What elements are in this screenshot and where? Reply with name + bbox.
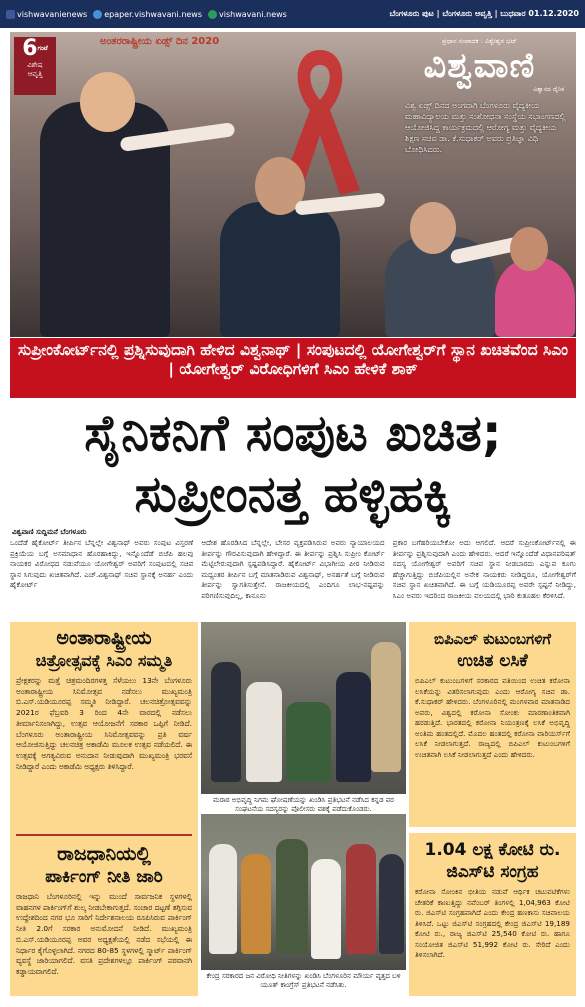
story-title: ಅಂತಾರಾಷ್ಟ್ರೀಯ	[56, 627, 152, 649]
epaper-link[interactable]	[93, 10, 202, 19]
left-news-box	[10, 622, 198, 996]
story-title: ಜಿಎಸ್‌ಟಿ ಸಂಗ್ರಹ	[446, 862, 539, 882]
globe-icon	[93, 10, 102, 19]
site-link[interactable]	[208, 10, 287, 19]
story-title: ಉಚಿತ ಲಸಿಕೆ	[457, 651, 528, 671]
story-body: ಕರೋನಾ ಸೋಂಕಿನ ಭೀತಿಯ ನಡುವೆ ಆರ್ಥಿಕ ಚಟುವಟಿಕೆಗಳು ಚೇತರಿಕೆ ಕಾಣುತ್ತಿದ್ದು ನವೆಂಬರ್ ತಿಂಗಳಲ್ಲಿ 1,04,963 ಕೋಟಿ ರು. ಜಿಎಸ್‌ಟಿ ಸಂಗ್ರಹವಾಗಿದೆ ಎಂದು ಕೇಂದ್ರ ಹಣಕಾಸು ಸಚಿವಾಲಯ ತಿಳಿಸಿದೆ. ಒಟ್ಟು ಜಿಎಸ್‌ಟಿ ಸಂಗ್ರಹದಲ್ಲಿ ಕೇಂದ್ರ ಜಿಎಸ್‌ಟಿ 19,189 ಕೋಟಿ ರು., ರಾಜ್ಯ ಜಿಎಸ್‌ಟಿ 25,540 ಕೋಟಿ ರು. ಹಾಗೂ ಸಂಯೋಜಿತ ಜಿಎಸ್‌ಟಿ 51,992 ಕೋಟಿ ರು. ಸೇರಿದೆ ಎಂದು ತಿಳಿಸಲಾಗಿದೆ.	[415, 887, 570, 959]
official-figure	[220, 202, 340, 337]
tagline: ವಿಶ್ವಾಸದ ದೈನಿಕ	[533, 86, 564, 93]
rally-photo	[201, 814, 406, 970]
story-body: ಬಿಪಿಎಲ್ ಕುಟುಂಬಗಳಿಗೆ ಸರಕಾರದ ವತಿಯಿಂದ ಉಚಿತ ಕರೋನಾ ಲಸಿಕೆಯನ್ನು ವಿತರಿಸಲಾಗುವುದು ಎಂದು ಆರೋಗ್ಯ ಸಚಿವ ಡಾ. ಕೆ.ಸುಧಾಕರ್ ಹೇಳಿದರು. ಬೆಂಗಳೂರಿನಲ್ಲಿ ಮಂಗಳವಾರ ಮಾತನಾಡಿದ ಅವರು, ವಿಶ್ವದಲ್ಲಿ ಕರೋನಾ ಸೋಂಕು ಮಾರಣಾಂತಿಕವಾಗಿ ಹರಡುತ್ತಿದೆ. ಭಾರತದಲ್ಲಿ ಕರೋನಾ ನಿಯಂತ್ರಣಕ್ಕೆ ಲಸಿಕೆ ಅಭಿವೃದ್ಧಿ ಅಂತಿಮ ಹಂತದಲ್ಲಿದೆ. ಮೊದಲ ಹಂತದಲ್ಲಿ ಕರೋನಾ ವಾರಿಯರ್ಸ್‌ಗೆ ಲಸಿಕೆ ನೀಡಲಾಗುತ್ತದೆ. ರಾಜ್ಯದಲ್ಲಿ ಬಿಪಿಎಲ್ ಕುಟುಂಬಗಳಿಗೆ ಉಚಿತವಾಗಿ ಲಸಿಕೆ ನೀಡಲಾಗುತ್ತದೆ ಎಂದು ಹೇಳಿದರು.	[415, 676, 570, 759]
facebook-link[interactable]	[6, 10, 87, 19]
edition-info: ಬೆಂಗಳೂರು ಪುಟ | ಬೆಂಗಳೂರು ಆವೃತ್ತಿ | ಬುಧವಾರ 01.12.2020	[389, 9, 579, 18]
story-title: ರಾಜಧಾನಿಯಲ್ಲಿ	[57, 843, 151, 865]
hero-caption: ವಿಶ್ವ ಏಡ್ಸ್ ದಿನದ ಅಂಗವಾಗಿ ಬೆಂಗಳೂರು ವೈದ್ಯಕೀಯ ಮಹಾವಿದ್ಯಾಲಯ ಮತ್ತು ಸಂಶೋಧನಾ ಸಂಸ್ಥೆಯ ಸಭಾಂಗಣದಲ್ಲಿ ಆಯೋಜಿಸಿದ್ದ ಕಾರ್ಯಕ್ರಮದಲ್ಲಿ ಆರೋಗ್ಯ ಮತ್ತು ವೈದ್ಯಕೀಯ ಶಿಕ್ಷಣ ಸಚಿವ ಡಾ. ಕೆ.ಸುಧಾಕರ್ ಅವರು ಪ್ರತಿಜ್ಞಾ ವಿಧಿ ಬೋಧಿಸಿದರು.	[405, 101, 566, 154]
protest-photo	[201, 622, 406, 794]
divider	[16, 834, 192, 836]
badge-number: 6	[22, 36, 38, 61]
main-headline	[10, 402, 576, 524]
top-bar	[0, 0, 585, 28]
hero-banner-text: ಅಂತರರಾಷ್ಟ್ರೀಯ ಏಡ್ಸ್ ದಿನ 2020	[100, 36, 220, 47]
story-body: ರಾಜಧಾನಿ ಬೆಂಗಳೂರಿನಲ್ಲಿ ಇನ್ನು ಮುಂದೆ ಸಾರ್ವಜನಿಕ ಸ್ಥಳಗಳಲ್ಲಿ ವಾಹನಗಳ ಪಾರ್ಕಿಂಗ್‌ಗೆ ಶುಲ್ಕ ನೀಡಬೇಕಾಗುತ್ತದೆ. ಸಂಚಾರ ದಟ್ಟಣೆ ತಗ್ಗಿಸುವ ಉದ್ದೇಶದಿಂದ ನಗರ ಭೂ ಸಾರಿಗೆ ನಿರ್ದೇಶನಾಲಯ ರೂಪಿಸಿರುವ ಪಾರ್ಕಿಂಗ್ ನೀತಿ 2.0ಗೆ ಸರಕಾರ ಅನುಮೋದನೆ ನೀಡಿದೆ. ಮುಖ್ಯಮಂತ್ರಿ ಬಿ.ಎಸ್.ಯಡಿಯೂರಪ್ಪ ಅವರ ಅಧ್ಯಕ್ಷತೆಯಲ್ಲಿ ನಡೆದ ಸಭೆಯಲ್ಲಿ ಈ ನಿರ್ಧಾರ ಕೈಗೊಳ್ಳಲಾಗಿದೆ. ನಗರದ 80-85 ಸ್ಥಳಗಳಲ್ಲಿ ಸ್ಮಾರ್ಟ್ ಪಾರ್ಕಿಂಗ್ ವ್ಯವಸ್ಥೆ ಜಾರಿಯಾಗಲಿದೆ. ವಸತಿ ಪ್ರದೇಶಗಳಲ್ಲೂ ಪಾರ್ಕಿಂಗ್ ಪರವಾನಗಿ ಕಡ್ಡಾಯವಾಗಲಿದೆ.	[16, 892, 192, 976]
badge-line1: ವಿಶೇಷ	[27, 61, 43, 69]
story-title: ಚಿತ್ರೋತ್ಸವಕ್ಕೆ ಸಿಎಂ ಸಮ್ಮತಿ	[35, 651, 173, 670]
site-url: vishwavani.news	[219, 9, 287, 19]
facebook-handle: vishwavanienews	[17, 9, 88, 19]
editor-line: ಪ್ರಧಾನ ಸಂಪಾದಕ : ವಿಶ್ವೇಶ್ವರ ಭಟ್	[442, 37, 517, 45]
badge-line2: ಆವೃತ್ತಿ	[27, 70, 43, 78]
headline-line2: ಸುಪ್ರೀಂನತ್ತ ಹಳ್ಳಿಹಕ್ಕಿ	[134, 465, 452, 523]
special-edition-badge	[14, 37, 56, 95]
story-body: ಪ್ರೇಕ್ಷಕರನ್ನು ಮತ್ತೆ ಚಿತ್ರಮಂದಿರಗಳತ್ತ ಸೆಳೆಯಲು 13ನೇ ಬೆಂಗಳೂರು ಅಂತಾರಾಷ್ಟ್ರೀಯ ಸಿನಿಮೋತ್ಸವ ನಡೆಸಲು ಮುಖ್ಯಮಂತ್ರಿ ಬಿ.ಎಸ್.ಯಡಿಯೂರಪ್ಪ ಸಮ್ಮತಿ ನೀಡಿದ್ದಾರೆ. ಚಲನಚಿತ್ರೋತ್ಸವವನ್ನು 2021ರ ಫೆಬ್ರವರಿ 3 ರಿಂದ 4ನೇ ವಾರದಲ್ಲಿ ನಡೆಸಲು ತೀರ್ಮಾನಿಸಲಾಗಿದ್ದು, ಉತ್ಸವ ಆಯೋಜನೆಗೆ ಸರಕಾರ ಒಪ್ಪಿಗೆ ನೀಡಿದೆ. ಬೆಂಗಳೂರು ಅಂತಾರಾಷ್ಟ್ರೀಯ ಸಿನಿಮೋತ್ಸವವನ್ನು ಪ್ರತಿ ವರ್ಷ ಆಯೋಜಿಸುತ್ತಿದ್ದು ಚಲನಚಿತ್ರ ಅಕಾಡೆಮಿ ಮೂಲಕ ಉತ್ಸವ ನಡೆಯಲಿದೆ. ಈ ಉತ್ಸವಕ್ಕೆ ಅಗತ್ಯವಿರುವ ಅನುದಾನ ನೀಡುವುದಾಗಿ ಮುಖ್ಯಮಂತ್ರಿ ಭರವಸೆ ನೀಡಿದ್ದಾರೆ ಎಂದು ಅಕಾಡೆಮಿ ಅಧ್ಯಕ್ಷರು ತಿಳಿಸಿದ್ದಾರೆ.	[16, 676, 192, 771]
lead-story-column: ಪ್ರಕಾರ ಬಗೆಹರಿಯಬೇಕೋ ಅದು ಆಗಲಿದೆ. ಆದರೆ ಸುಪ್ರೀಂಕೋರ್ಟ್‌ನಲ್ಲಿ ಈ ತೀರ್ಪನ್ನು ಪ್ರಶ್ನಿಸುವುದಾಗಿ ಎಂದು ಹೇಳಿದರು. ಆದರೆ ಇನ್ನೊಂದೆಡೆ ವಿಧಾನಪರಿಷತ್ ಸದಸ್ಯ ಯೋಗೇಶ್ವರ್ ಅವರಿಗೆ ಸಚಿವ ಸ್ಥಾನ ನೀಡಬಾರದು ಎನ್ನುವ ಕೂಗು ಹೆಚ್ಚಾಗುತ್ತಿದ್ದು ಬಿಜೆಪಿಯಲ್ಲಿನ ಅನೇಕ ನಾಯಕರು ನೀಡಿದ್ದರೂ, ಯೋಗೇಶ್ವರ್‌ಗೆ ಸಚಿವ ಸ್ಥಾನ ಖಚಿತವಾಗಿದೆ. ಈ ಬಗ್ಗೆ ಯಡಿಯೂರಪ್ಪ ಅವರೇ ಸ್ಪಷ್ಟನೆ ನೀಡಿದ್ದು, ಸಿಎಂ ಅವರು ಇದರಿಂದ ರಾಜಕೀಯ ವಲಯದಲ್ಲಿ ಭಾರಿ ಕುತೂಹಲ ಕೆರಳಿಸಿದೆ.	[392, 538, 576, 600]
masthead	[383, 37, 576, 192]
web-icon	[208, 10, 217, 19]
story-title: ಪಾರ್ಕಿಂಗ್ ನೀತಿ ಜಾರಿ	[45, 867, 163, 887]
story-title: ಬಿಪಿಎಲ್ ಕುಟುಂಬಗಳಿಗೆ	[433, 630, 552, 648]
photo-caption: ಮರಾಠ ಅಭಿವೃದ್ಧಿ ನಿಗಮ ಘೋಷಣೆಯನ್ನು ಖಂಡಿಸಿ ಪ್ರತಿಭಟನೆ ನಡೆಸಿದ ಕನ್ನಡ ಪರ ಸಂಘಟನೆಯ ಸದಸ್ಯರನ್ನು ಪೊಲೀಸರು ವಶಕ್ಕೆ ಪಡೆದುಕೊಂಡರು.	[213, 796, 394, 813]
badge-unit: ಗಂಟೆ	[37, 45, 48, 52]
right-news-box	[409, 622, 576, 996]
byline: ವಿಶ್ವವಾಣಿ ಸುದ್ದಿಮನೆ ಬೆಂಗಳೂರು	[12, 528, 87, 536]
headline-line1: ಸೈನಿಕನಿಗೆ ಸಂಪುಟ ಖಚಿತ;	[84, 404, 502, 462]
lead-story-column: ಆದೇಶ ಹೊರಡಿಸಿದ ಬೆನ್ನಲ್ಲೇ, ಬೇಸರ ವ್ಯಕ್ತಪಡಿಸಿರುವ ಅವರು ನ್ಯಾಯಾಲಯದ ತೀರ್ಪನ್ನು ಗೌರವಿಸುವುದಾಗಿ ಹೇಳಿದ್ದಾರೆ. ಈ ತೀರ್ಪನ್ನು ಪ್ರಶ್ನಿಸಿ ಸುಪ್ರೀಂ ಕೋರ್ಟ್ ಮೆಟ್ಟಿಲೇರುವುದಾಗಿ ಸ್ಪಷ್ಟಪಡಿಸಿದ್ದಾರೆ. ಹೈಕೋರ್ಟ್ ವಿಭಾಗೀಯ ಪೀಠ ನೀಡಿರುವ ಮಧ್ಯಂತರ ತೀರ್ಪಿನ ಬಗ್ಗೆ ಮಾತನಾಡಿರುವ ವಿಶ್ವನಾಥ್, ಅನರ್ಹತೆ ಬಗ್ಗೆ ನೀಡಿರುವ ತೀರ್ಪನ್ನು ಸ್ವಾಗತಿಸುತ್ತೇನೆ. ರಾಜಕೀಯದಲ್ಲಿ ಎಂದಿಗೂ ಲಾಭ-ನಷ್ಟವನ್ನು ಪರಿಗಣಿಸುವುದಿಲ್ಲ, ಕಾನೂನು	[201, 538, 385, 600]
photo-caption: ಕೇಂದ್ರ ಸರಕಾರದ ಜನ ವಿರೋಧಿ ನೀತಿಗಳನ್ನು ಖಂಡಿಸಿ ಬೆಂಗಳೂರಿನ ಮೌರ್ಯ ವೃತ್ತದ ಬಳಿ ಯೂತ್ ಕಾಂಗ್ರೆಸ್ ಪ್ರತಿಭಟನೆ ನಡೆಸಿತು.	[206, 972, 401, 989]
newspaper-logo: ವಿಶ್ವವಾಣಿ	[423, 45, 536, 86]
facebook-icon	[6, 10, 15, 19]
lead-story-column: ಒಂದೆಡೆ ಹೈಕೋರ್ಟ್ ತೀರ್ಪಿನ ಬೆನ್ನಲ್ಲೇ ವಿಶ್ವನಾಥ್ ಅವರು ಸಂಪುಟ ವಿಸ್ತರಣೆ ಪ್ರಕ್ರಿಯೆಯ ಬಗ್ಗೆ ಅಸಮಾಧಾನ ಹೊರಹಾಕಿದ್ದು, ಇನ್ನೊಂದೆಡೆ ಬಿಜೆಪಿ ಹಲವು ನಾಯಕರ ವಿರೋಧದ ನಡುವೆಯೂ ಯೋಗೇಶ್ವರ್ ಅವರಿಗೆ ಸಂಪುಟದಲ್ಲಿ ಸಚಿವ ಸ್ಥಾನ ಸಿಗುವುದು ಖಚಿತವಾಗಿದೆ. ಎಚ್.ವಿಶ್ವನಾಥ್ ಸಚಿವ ಸ್ಥಾನಕ್ಕೆ ಅನರ್ಹ ಎಂದು ಹೈಕೋರ್ಟ್	[10, 538, 194, 589]
sub-headline-band: ಸುಪ್ರೀಂಕೋರ್ಟ್‌ನಲ್ಲಿ ಪ್ರಶ್ನಿಸುವುದಾಗಿ ಹೇಳಿದ ವಿಶ್ವನಾಥ್ | ಸಂಪುಟದಲ್ಲಿ ಯೋಗೇಶ್ವರ್‌ಗೆ ಸ್ಥಾನ ಖಚಿತವೆಂದ ಸಿಎಂ | ಯೋಗೇಶ್ವರ್ ವಿರೋಧಿಗಳಿಗೆ ಸಿಎಂ ಹೇಳಿಕೆ ಶಾಕ್	[10, 338, 576, 398]
story-title: 1.04 ಲಕ್ಷ ಕೋಟಿ ರು.	[424, 840, 561, 860]
lead-story-columns	[10, 538, 576, 618]
epaper-url: epaper.vishwavani.news	[104, 9, 203, 19]
